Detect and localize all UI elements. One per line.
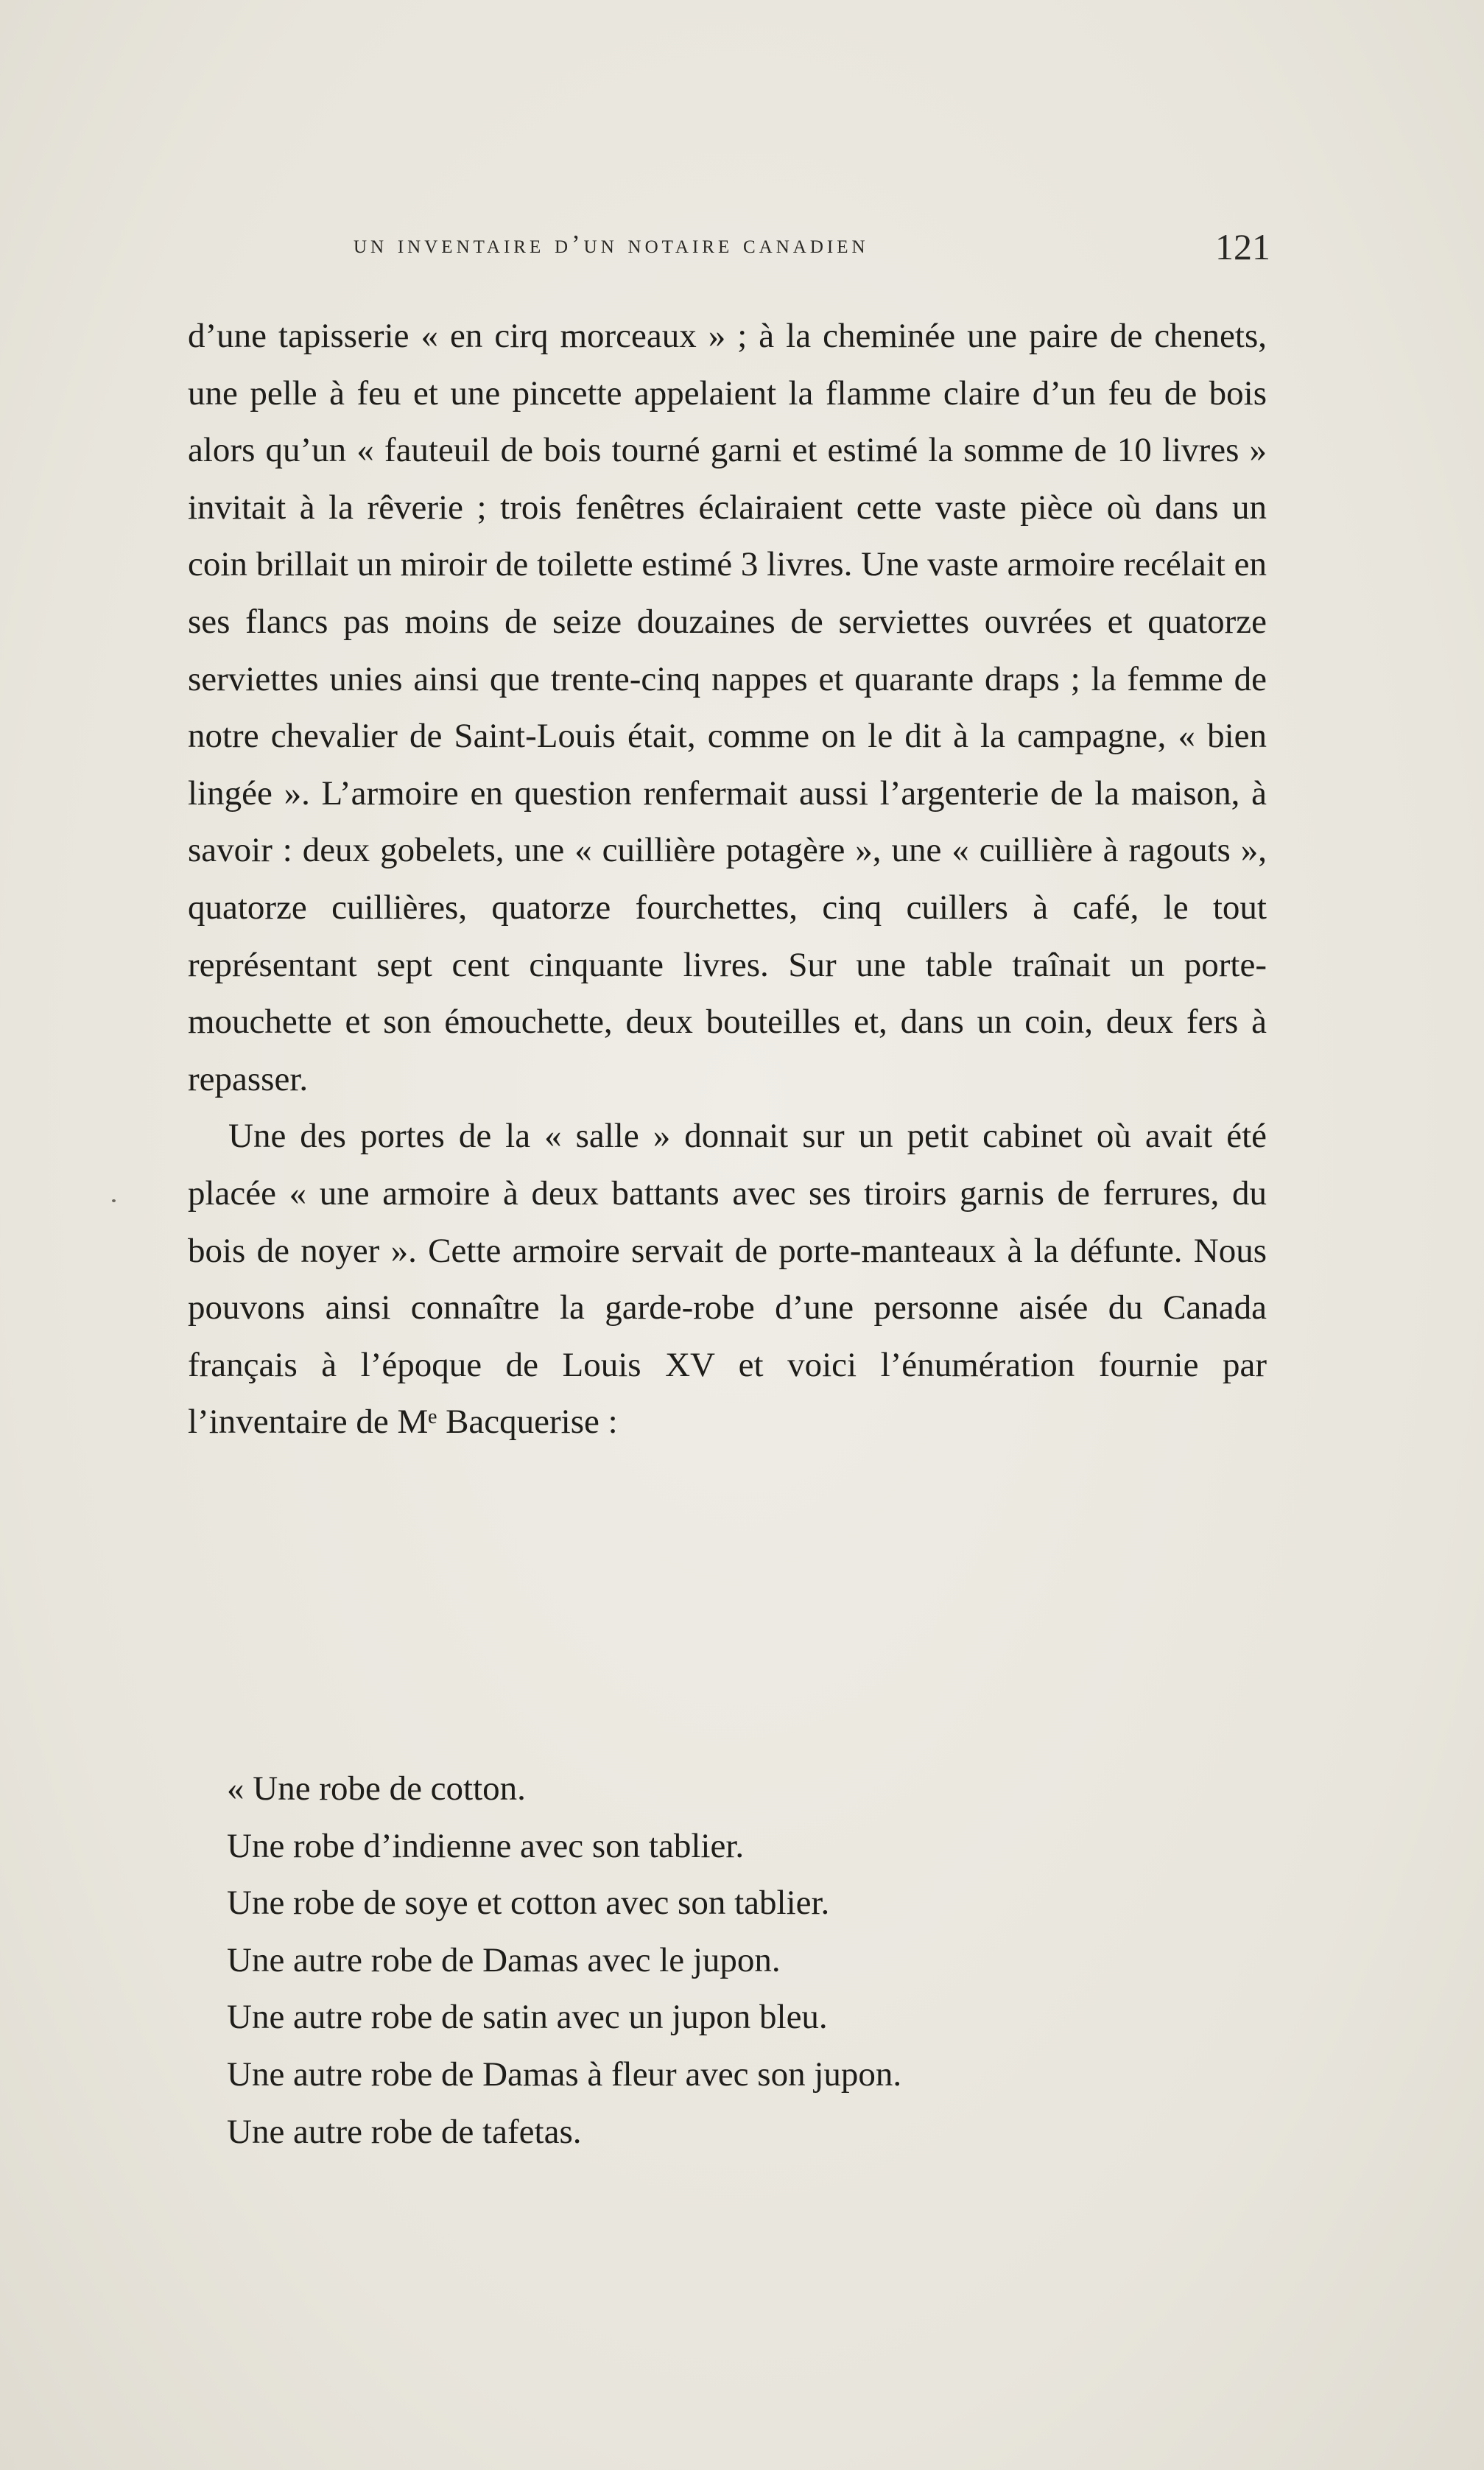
paper-speck <box>112 1199 116 1202</box>
paragraph: d’une tapisserie « en cirq morceaux » ; à la cheminée une paire de chenets, une pelle à feu et une pincette appelaient la flamme claire d’un feu de bois alors qu’un « fauteuil de bois tourné garni et estimé la somme de 10 livres » invitait à la rêverie ; trois fenêtres éclairaient cette vaste pièce où dans un coin brillait un miroir de toilette estimé 3 livres. Une vaste armoire recélait en ses flancs pas moins de seize douzaines de serviettes ouvrées et quatorze serviettes unies ainsi que trente-cinq nappes et quarante draps ; la femme de notre chevalier de Saint-Louis était, comme on le dit à la campagne, « bien lingée ». L’armoire en question renfermait aussi l’argenterie de la maison, à savoir : deux gobelets, une « cuillière potagère », une « cuillière à ragouts », quatorze cuillières, quatorze fourchettes, cinq cuillers à café, le tout représentant sept cent cinquante livres. Sur une table traînait un porte-mouchette et son émouchette, deux bouteilles et, dans un coin, deux fers à repasser. <box>188 317 1267 1098</box>
list-item: Une autre robe de Damas à fleur avec son jupon. <box>227 2055 902 2094</box>
running-head: un inventaire d’un notaire canadien <box>354 230 869 259</box>
list-item: Une robe d’indienne avec son tablier. <box>227 1826 745 1865</box>
list-item: Une autre robe de tafetas. <box>227 2112 582 2151</box>
list-item: Une autre robe de Damas avec le jupon. <box>227 1940 781 1979</box>
page-number: 121 <box>1215 226 1270 267</box>
list-item: Une robe de soye et cotton avec son tablier. <box>227 1884 830 1923</box>
page-header <box>354 226 1270 274</box>
list-item: « Une robe de cotton. <box>227 1769 526 1808</box>
list-item: Une autre robe de satin avec un jupon bleu. <box>227 1998 828 2037</box>
inventory-list <box>227 1761 1184 2161</box>
body-text <box>188 308 1267 1451</box>
paragraph: Une des portes de la « salle » donnait sur un petit cabinet où avait été placée « une armoire à deux battants avec ses tiroirs garnis de ferrures, du bois de noyer ». Cette armoire servait de porte-manteaux à la défunte. Nous pouvons ainsi connaître la garde-robe d’une personne aisée du Canada français à l’époque de Louis XV et voici l’énumération fournie par l’inventaire de Mᵉ Bacquerise : <box>188 1117 1267 1442</box>
